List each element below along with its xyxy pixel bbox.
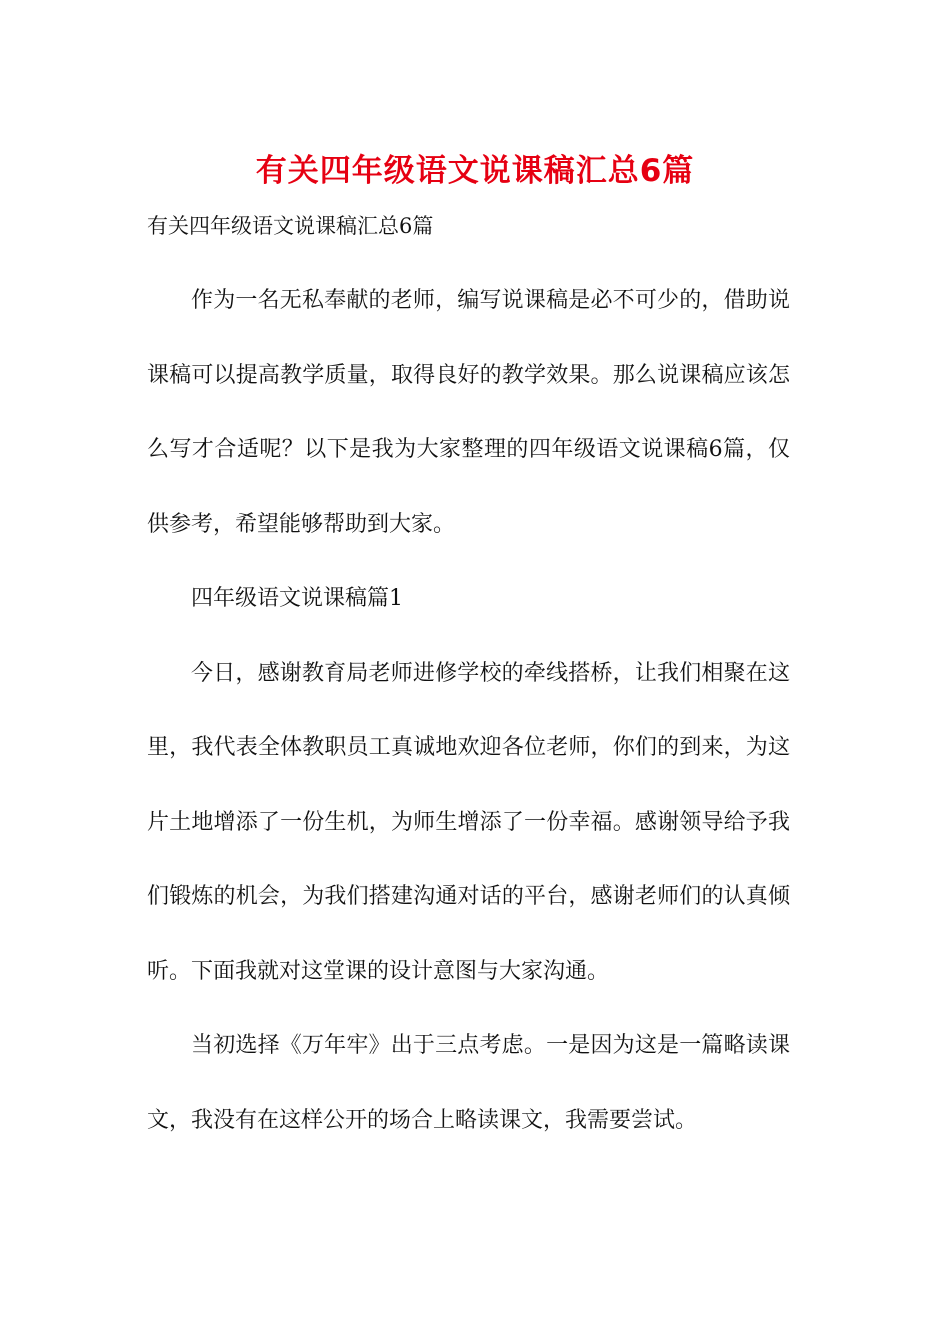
intro-paragraph: 作为一名无私奉献的老师，编写说课稿是必不可少的，借助说课稿可以提高教学质量，取得良好的教学效果。那么说课稿应该怎么写才合适呢？以下是我为大家整理的四年级语文说课稿6篇，仅供参考，希望能够帮助到大家。: [147, 288, 790, 537]
body-paragraph: 当初选择《万年牢》出于三点考虑。一是因为这是一篇略读课文，我没有在这样公开的场合上略读课文，我需要尝试。: [147, 1033, 790, 1133]
document-subtitle: 有关四年级语文说课稿汇总6篇: [147, 214, 434, 238]
body-paragraph: 今日，感谢教育局老师进修学校的牵线搭桥，让我们相聚在这里，我代表全体教职员工真诚地欢迎各位老师，你们的到来，为这片土地增添了一份生机，为师生增添了一份幸福。感谢领导给予我们锻炼的机会，为我们搭建沟通对话的平台，感谢老师们的认真倾听。下面我就对这堂课的设计意图与大家沟通。: [147, 660, 790, 984]
document-body: [147, 264, 790, 1158]
document-title: 有关四年级语文说课稿汇总6篇: [255, 153, 695, 189]
section-heading: 四年级语文说课稿篇1: [191, 586, 403, 611]
